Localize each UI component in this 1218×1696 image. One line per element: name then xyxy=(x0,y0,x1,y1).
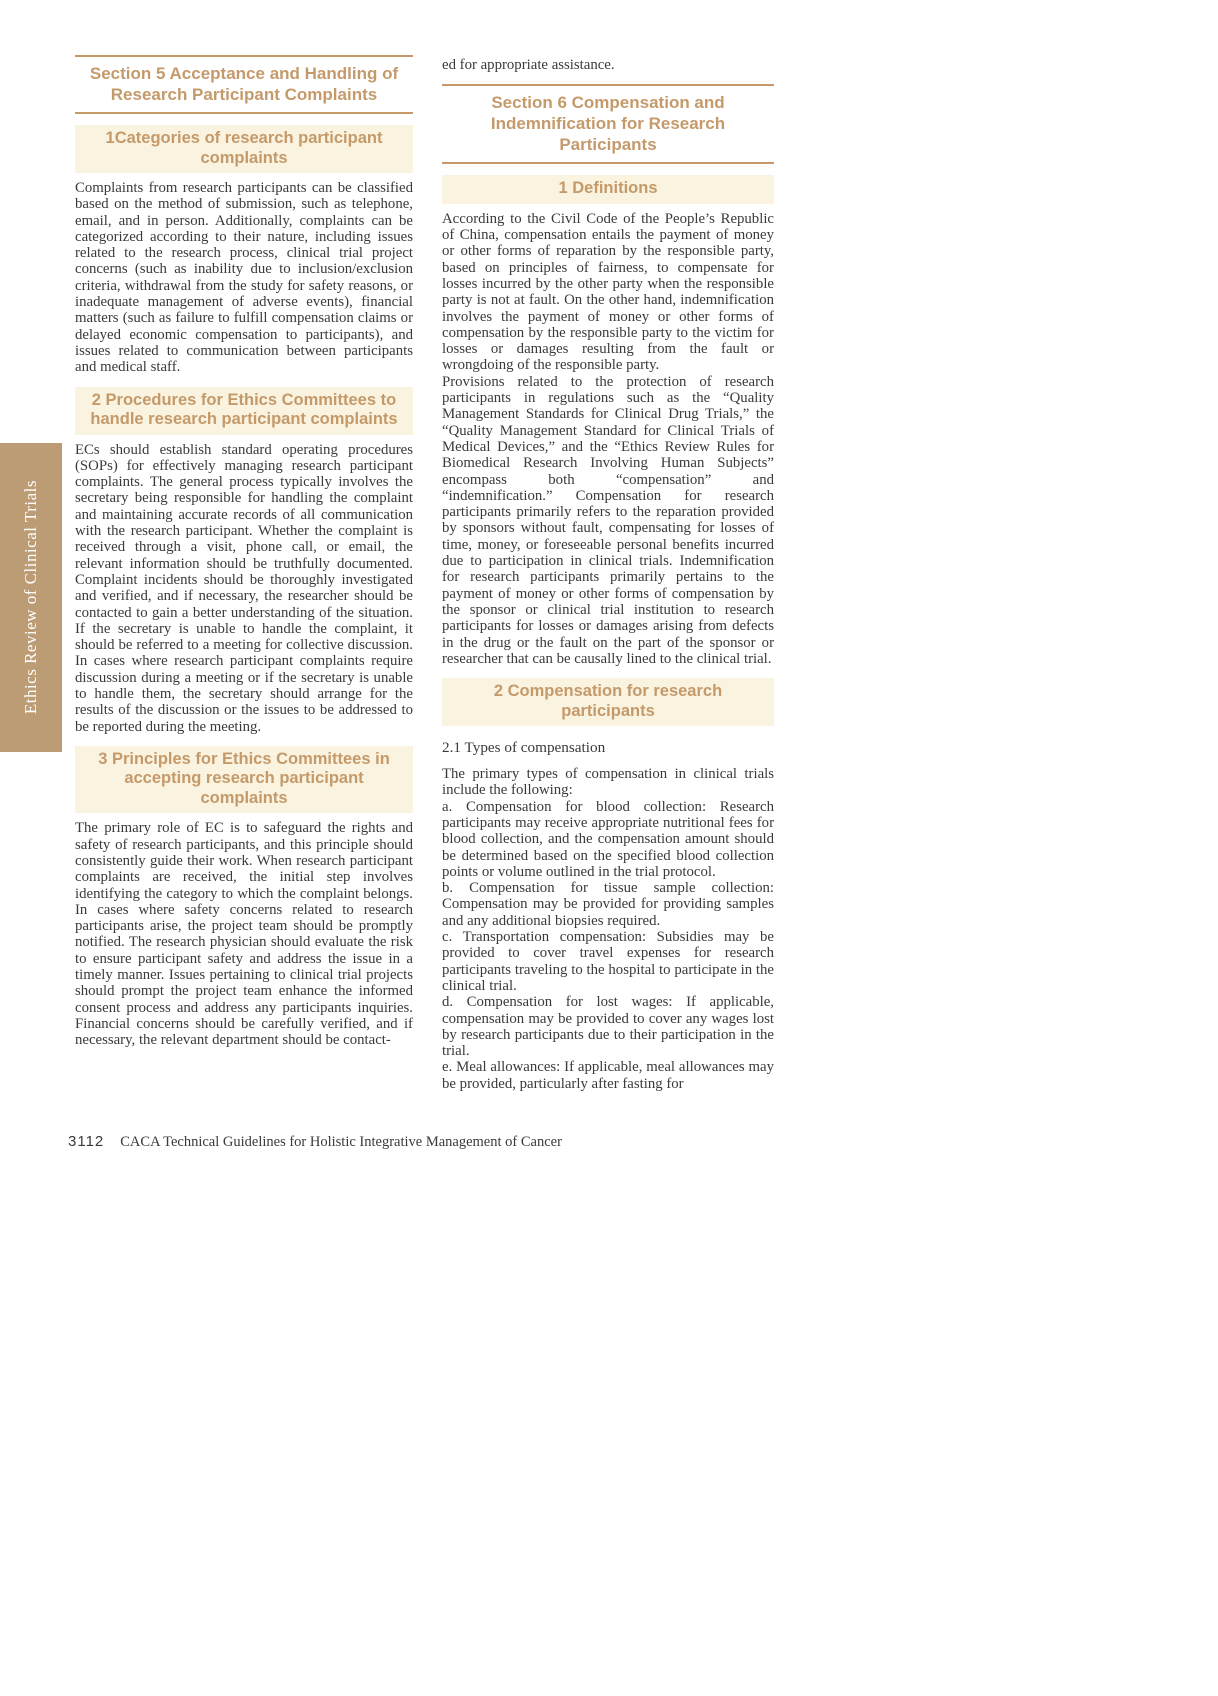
compensation-intro: The primary types of compensation in clinical trials include the following: xyxy=(442,766,774,799)
compensation-item-e: e. Meal allowances: If applicable, meal allowances may be provided, particularly after fasting for xyxy=(442,1059,774,1092)
subsection-3-heading-line2: accepting research participant complaints xyxy=(124,769,364,807)
subsection-2-heading-line2: handle research participant complaints xyxy=(90,410,398,429)
subsection-3-paragraph: The primary role of EC is to safeguard the rights and safety of research participants, and this principle should consistently guide their work. When research participant complaints are received, the initial step involves identifying the category to which the complaint belongs. In cases where safety concerns related to research participants arise, the project team should be promptly notified. The research physician should evaluate the risk to ensure participant safety and address the issue in a timely manner. Issues pertaining to clinical trial projects should prompt the project team enhance the informed consent process and address any participants inquiries. Financial concerns should be carefully verified, and if necessary, the relevant department should be contact- xyxy=(75,820,413,1049)
footer-running-title: CACA Technical Guidelines for Holistic Integrative Management of Cancer xyxy=(120,1134,562,1150)
subsection-2-paragraph: ECs should establish standard operating procedures (SOPs) for effectively managing research participant complaints. The general process typically involves the secretary being responsible for handling the complaint and maintaining accurate records of all communication with the research participant. Whether the complaint is received through a visit, phone call, or email, the relevant information should be truthfully documented. Complaint incidents should be thoroughly investigated and verified, and if necessary, the researcher should be contacted to gain a better understanding of the situation. If the secretary is unable to handle the complaint, it should be referred to a meeting for collective discussion. In cases where research participant complaints require discussion during a meeting or if the secretary is unable to handle them, the secretary should arrange for the results of the discussion or the issues to be addressed to be reported during the meeting. xyxy=(75,441,413,735)
compensation-heading: 2 Compensation for research participants xyxy=(442,678,774,726)
subsection-1-paragraph: Complaints from research participants can be classified based on the method of submission, such as telephone, email, and in person. Additionally, complaints can be categorized according to their nature, including issues related to the research process, clinical trial project concerns (such as inability due to inclusion/exclusion criteria, withdrawal from the study for safety reasons, or inadequate management of adverse events), financial matters (such as failure to fulfill compensation claims or delayed economic compensation to participants), and issues related to communication between participants and medical staff. xyxy=(75,180,413,376)
section-5-heading-line1: Section 5 Acceptance and Handling of xyxy=(89,64,399,83)
section-5-heading xyxy=(75,55,413,114)
definitions-paragraph-1: According to the Civil Code of the People’s Republic of China, compensation entails the payment of money or other forms of reparation by the responsible party, based on principles of fairness, to compensate for losses incurred by the other party when the responsible party is not at fault. On the other hand, indemnification involves the payment of money or other forms of compensation by the responsible party to the victim for losses or damages resulting from the fault or wrongdoing of the responsible party. xyxy=(442,210,774,374)
subsection-3-heading xyxy=(75,746,413,814)
section-5-heading-line2: Research Participant Complaints xyxy=(110,85,378,104)
subsection-3-heading-line1: 3 Principles for Ethics Committees in xyxy=(98,749,390,768)
carryover-paragraph: ed for appropriate assistance. xyxy=(442,57,615,73)
definitions-heading: 1 Definitions xyxy=(442,175,774,204)
compensation-item-b: b. Compensation for tissue sample collection: Compensation may be provided for providing samples and any additional biopsies required. xyxy=(442,880,774,929)
page-footer xyxy=(68,1133,562,1151)
section-6-heading-line1: Section 6 Compensation and xyxy=(491,93,725,113)
compensation-item-d: d. Compensation for lost wages: If applicable, compensation may be provided to cover any wages lost by research participants due to their participation in the trial. xyxy=(442,994,774,1060)
chapter-sidebar-tab xyxy=(0,443,62,752)
types-of-compensation-subheading: 2.1 Types of compensation xyxy=(442,739,606,757)
left-column xyxy=(75,55,413,1049)
section-6-heading xyxy=(442,84,774,164)
subsection-2-heading xyxy=(75,387,413,435)
right-column xyxy=(442,55,774,1092)
definitions-paragraph-2: Provisions related to the protection of research participants in regulations such as the “Quality Management Standards for Clinical Drug Trials,” the “Quality Management Standard for Clinical Trials of Medical Devices,” and the “Ethics Review Rules for Biomedical Research Involving Human Subjects” encompass both “compensation” and “indemnification.” Compensation for research participants primarily refers to the reparation provided by sponsors without fault, compensating for losses of time, money, or foreseeable personal benefits incurred due to participation in clinical trials. Indemnification for research participants primarily pertains to the payment of money or other forms of compensation by the sponsor or clinical trial institution to research participants for losses or damages arising from defects in the drug or the fault on the part of the sponsor or researcher that can be causally lined to the clinical trial. xyxy=(442,373,774,667)
subsection-2-heading-line1: 2 Procedures for Ethics Committees to xyxy=(91,390,397,409)
section-6-heading-line2: Indemnification for Research Participants xyxy=(490,114,726,155)
subsection-1-heading xyxy=(75,125,413,173)
compensation-item-c: c. Transportation compensation: Subsidies may be provided to cover travel expenses for research participants traveling to the hospital to participate in the clinical trial. xyxy=(442,929,774,994)
chapter-sidebar-label: Ethics Review of Clinical Trials xyxy=(21,480,40,715)
subsection-1-heading-line2: complaints xyxy=(200,148,288,167)
subsection-1-heading-line1: 1Categories of research participant xyxy=(105,129,383,147)
page-number: 3112 xyxy=(68,1133,105,1150)
compensation-item-a: a. Compensation for blood collection: Research participants may receive appropriate nutritional fees for blood collection, and the compensation amount should be determined based on the specified blood collection points or volume outlined in the trial protocol. xyxy=(442,798,774,880)
